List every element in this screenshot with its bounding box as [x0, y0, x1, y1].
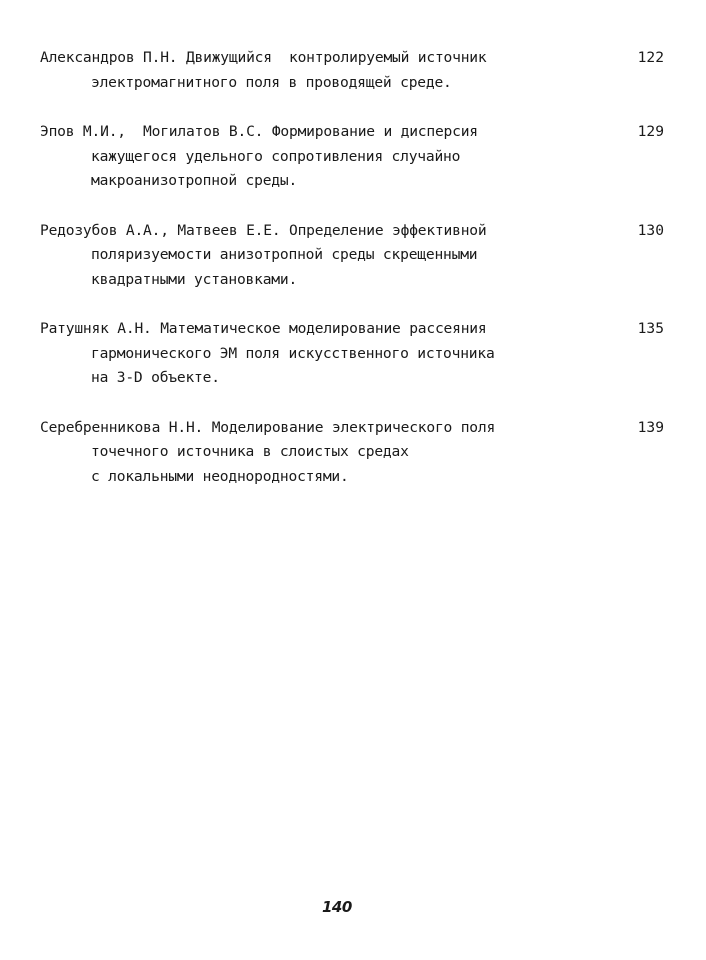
entry-line: точечного источника в слоистых средах [91, 443, 409, 460]
entry-line: электромагнитного поля в проводящей среде. [91, 73, 452, 91]
entry-line: квадратными установками. [91, 270, 298, 288]
toc-entry [40, 46, 680, 95]
toc-entry [40, 416, 680, 490]
entry-line: с локальными неоднородностями. [91, 467, 349, 485]
entry-line: Редозубов А.А., Матвеев Е.Е. Определение эффективной [40, 221, 487, 239]
table-of-contents [40, 46, 680, 514]
page-number: 135 [637, 320, 664, 337]
folio-page-number: 140 [322, 898, 352, 916]
entry-line: поляризуемости анизотропной среды скрещенными [91, 246, 478, 263]
page-number: 130 [637, 221, 664, 239]
entry-line: Ратушняк А.Н. Математическое моделирование рассеяния [40, 320, 487, 337]
toc-entry [40, 219, 680, 293]
entry-line: гармонического ЭМ поля искусственного источника [91, 344, 495, 362]
toc-entry [40, 317, 680, 391]
entry-line: кажущегося удельного сопротивления случайно [91, 147, 461, 165]
entry-line: Эпов М.И., Могилатов В.С. Формирование и дисперсия [40, 123, 478, 140]
toc-entry [40, 120, 680, 194]
entry-line: Серебренникова Н.Н. Моделирование электрического поля [40, 418, 496, 436]
page-number: 122 [637, 49, 664, 66]
entry-line: на 3-D объекте. [91, 369, 220, 386]
page-number: 139 [637, 418, 664, 436]
entry-line: Александров П.Н. Движущийся контролируемый источник [40, 49, 487, 66]
entry-line: макроанизотропной среды. [91, 172, 298, 189]
page-number: 129 [637, 123, 664, 140]
